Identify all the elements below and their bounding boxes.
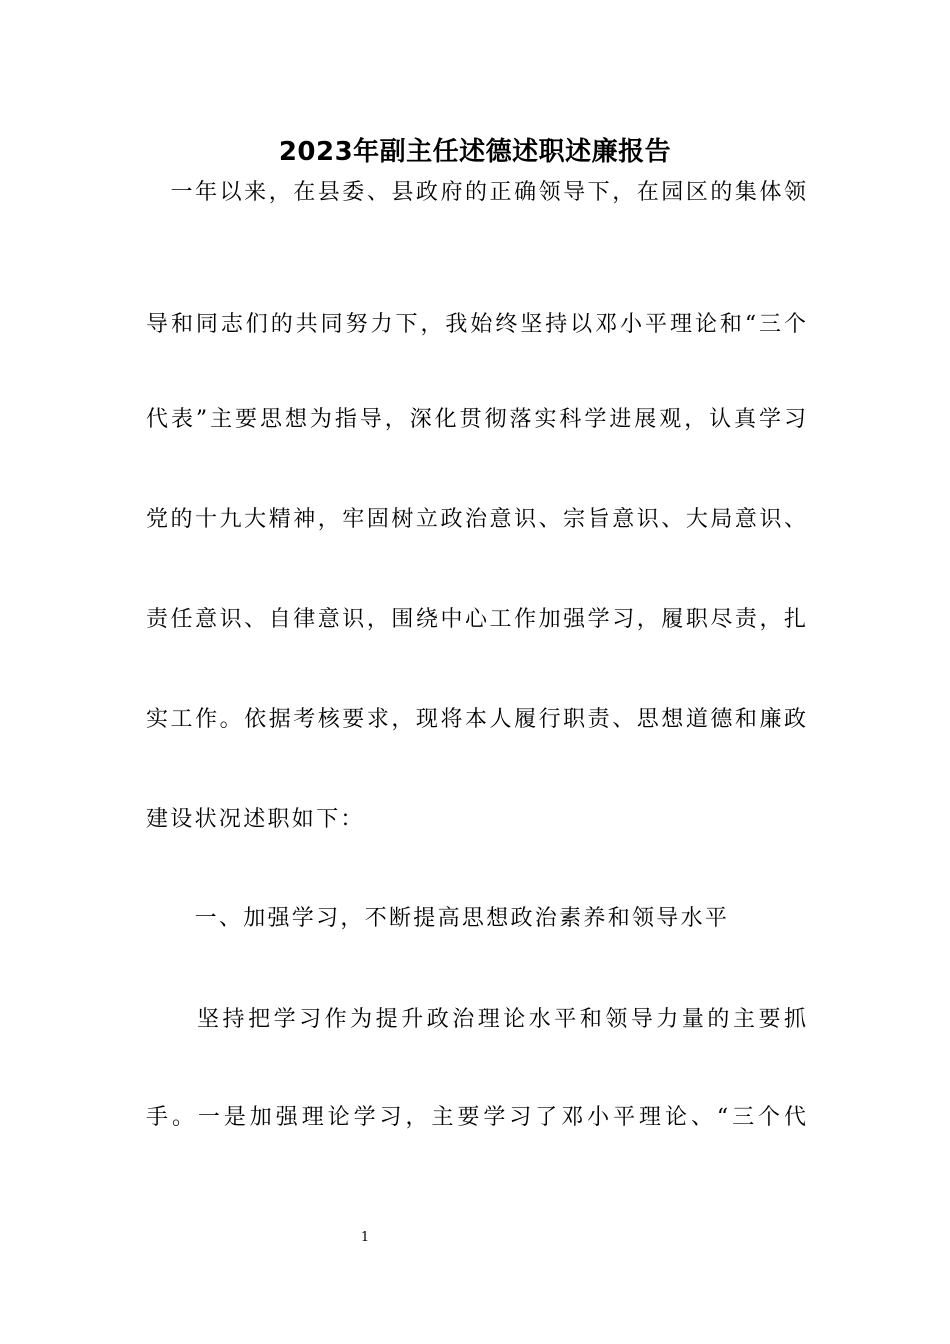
paragraph-line: 代表”主要思想为指导，深化贯彻落实科学进展观，认真学习	[146, 407, 806, 432]
section-heading: 一、加强学习，不断提高思想政治素养和领导水平	[146, 906, 730, 931]
paragraph-line: 导和同志们的共同努力下，我始终坚持以邓小平理论和“三个	[146, 312, 806, 337]
paragraph-line: 建设状况述职如下：	[146, 807, 365, 832]
paragraph-line: 手。一是加强理论学习，主要学习了邓小平理论、“三个代	[146, 1105, 806, 1130]
document-title: 2023年副主任述德述职述廉报告	[278, 137, 672, 167]
page-number: 1	[360, 1230, 370, 1245]
paragraph-line: 实工作。依据考核要求，现将本人履行职责、思想道德和廉政	[146, 707, 806, 732]
paragraph-line: 党的十九大精神，牢固树立政治意识、宗旨意识、大局意识、	[146, 507, 806, 532]
paragraph-line: 坚持把学习作为提升政治理论水平和领导力量的主要抓	[146, 1007, 806, 1032]
paragraph-line: 一年以来，在县委、县政府的正确领导下，在园区的集体领	[146, 180, 806, 205]
paragraph-line: 责任意识、自律意识，围绕中心工作加强学习，履职尽责，扎	[146, 607, 806, 632]
